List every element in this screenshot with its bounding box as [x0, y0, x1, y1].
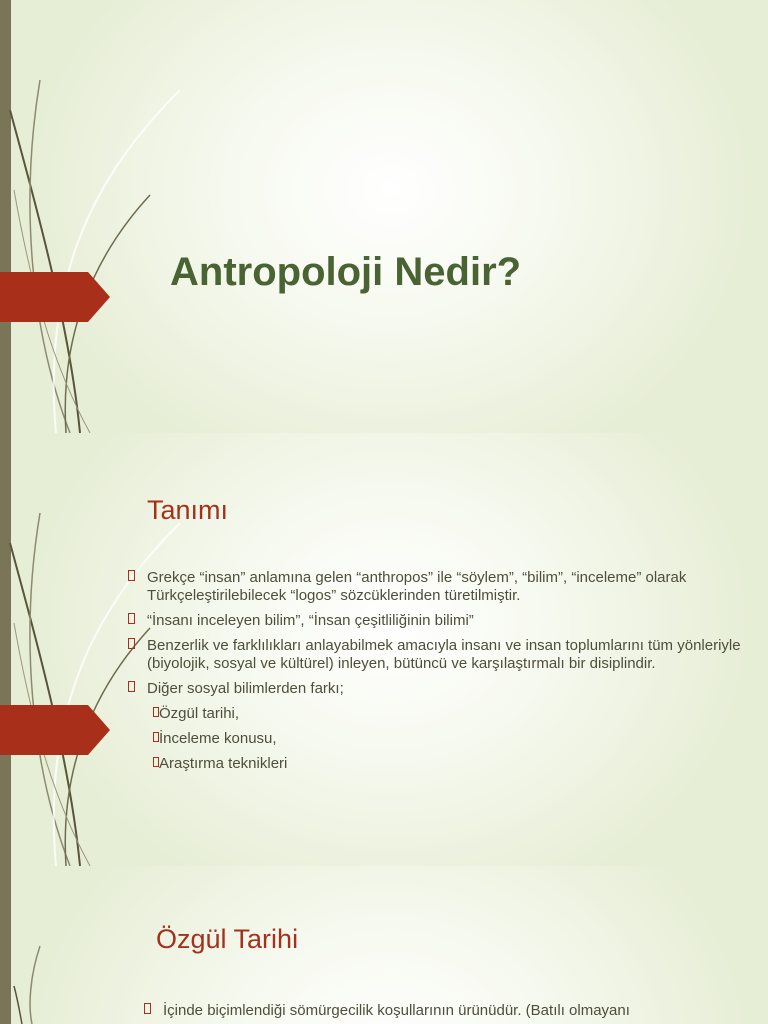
list-item: “İnsanı inceleyen bilim”, “İnsan çeşitliliğinin bilimi”: [147, 612, 747, 630]
slide-title: [0, 0, 768, 433]
bullet-list: [147, 569, 747, 780]
bullet-icon: [128, 570, 135, 581]
title-banner: [0, 272, 110, 322]
list-item: Grekçe “insan” anlamına gelen “anthropos” ile “söylem”, “bilim”, “inceleme” olarak Türkçeleştirilebilecek “logos” sözcüklerinden türetilmiştir.: [147, 569, 747, 605]
bullet-icon: [153, 757, 159, 767]
list-item: Diğer sosyal bilimlerden farkı; Özgül tarihi, İnceleme konusu, Araştırma teknikleri: [147, 680, 747, 773]
bullet-list: [163, 1002, 743, 1024]
list-item: Benzerlik ve farklılıkları anlayabilmek amacıyla insanı ve insan toplumlarını tüm yönleriyle (biyolojik, sosyal ve kültürel) inleyen, bütüncü ve karşılaştırmalı bir disiplindir.: [147, 637, 747, 673]
slide-heading: Özgül Tarihi: [156, 924, 299, 954]
list-item: İçinde biçimlendiği sömürgecilik koşullarının ürünüdür. (Batılı olmayanı: [163, 1002, 743, 1020]
bullet-icon: [153, 707, 159, 717]
list-item: Araştırma teknikleri: [147, 755, 747, 773]
bullet-icon: [153, 732, 159, 742]
bullet-icon: [144, 1003, 151, 1014]
sub-bullet-list: [147, 705, 747, 773]
decorative-curves: [0, 0, 190, 433]
slide-heading: Tanımı: [147, 495, 229, 525]
bullet-icon: [128, 613, 135, 624]
slide-definition: [0, 433, 768, 866]
section-banner: [0, 705, 110, 755]
bullet-icon: [128, 681, 135, 692]
list-item: İnceleme konusu,: [147, 730, 747, 748]
slide-history: [0, 866, 768, 1024]
slide-title-text: Antropoloji Nedir?: [170, 250, 522, 294]
bullet-icon: [128, 638, 135, 649]
list-item: Özgül tarihi,: [147, 705, 747, 723]
